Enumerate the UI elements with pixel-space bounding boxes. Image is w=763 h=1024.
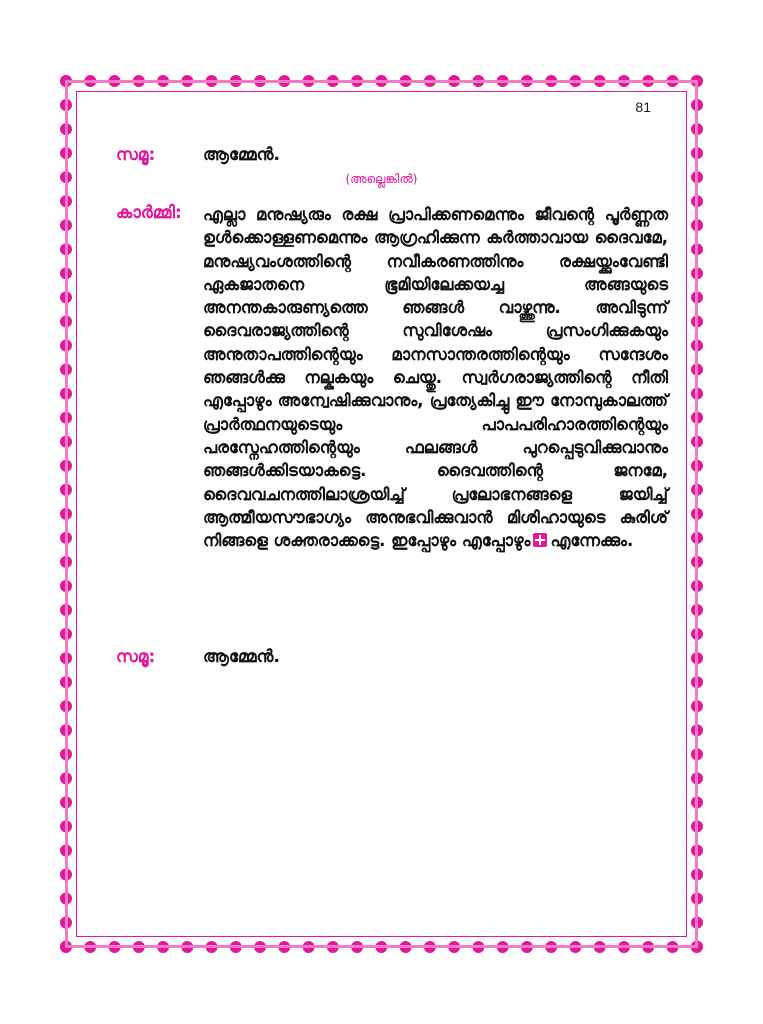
response-amen: ആമ്മേൻ.	[203, 145, 280, 165]
speaker-label-community: സമൂ:	[116, 145, 156, 165]
cross-icon	[533, 533, 547, 547]
response-amen-2: ആമ്മേൻ.	[203, 647, 280, 667]
speaker-label-celebrant: കാർമ്മി:	[116, 203, 182, 223]
prayer-text-main: എല്ലാ മനുഷ്യരും രക്ഷ പ്രാപിക്കണമെന്നും ജീവന്റെ പൂർണ്ണത ഉൾക്കൊള്ളണമെന്നും ആഗ്രഹിക്കുന്ന കർത്താവായ ദൈവമേ, മനുഷ്യവംശത്തിന്റെ നവീകരണത്തിനും രക്ഷയ്ക്കുംവേണ്ടി ഏകജാതനെ ഭൂമിയിലേക്കയച്ച അങ്ങയുടെ അനന്തകാരുണ്യത്തെ ഞങ്ങൾ വാഴ്ത്തുന്നു. അവിടുന്ന് ദൈവരാജ്യത്തിന്റെ സുവിശേഷം പ്രസംഗിക്കുകയും അനുതാപത്തിന്റെയും മാനസാന്തരത്തിന്റെയും സന്ദേശം ഞങ്ങൾക്കു നല്കുകയും ചെയ്തു. സ്വർഗരാജ്യത്തിന്റെ നീതി എപ്പോഴും അന്വേഷിക്കുവാനും, പ്രത്യേകിച്ചു ഈ നോമ്പുകാലത്ത് പ്രാർത്ഥനയുടെയും പാപപരിഹാരത്തിന്റെയും പരസ്നേഹത്തിന്റെയും ഫലങ്ങൾ പുറപ്പെടുവിക്കുവാനും ഞങ്ങൾക്കിടയാകട്ടെ. ദൈവത്തിന്റെ ജനമേ, ദൈവവചനത്തിലാശ്രയിച്ച് പ്രലോഭനങ്ങളെ ജയിച്ച് ആത്മീയസൗഭാഗ്യം അനുഭവിക്കുവാൻ മിശിഹായുടെ കുരിശ് നിങ്ങളെ ശക്തരാക്കട്ടെ. ഇപ്പോഴും എപ്പോഴും	[203, 205, 668, 551]
prayer-text	[203, 203, 668, 552]
prayer-text-ending: എന്നേക്കും.	[550, 531, 634, 551]
alternative-label: (അല്ലെങ്കിൽ)	[345, 172, 418, 186]
page-number: 81	[635, 99, 651, 115]
speaker-label-community-2: സമൂ:	[116, 647, 156, 667]
